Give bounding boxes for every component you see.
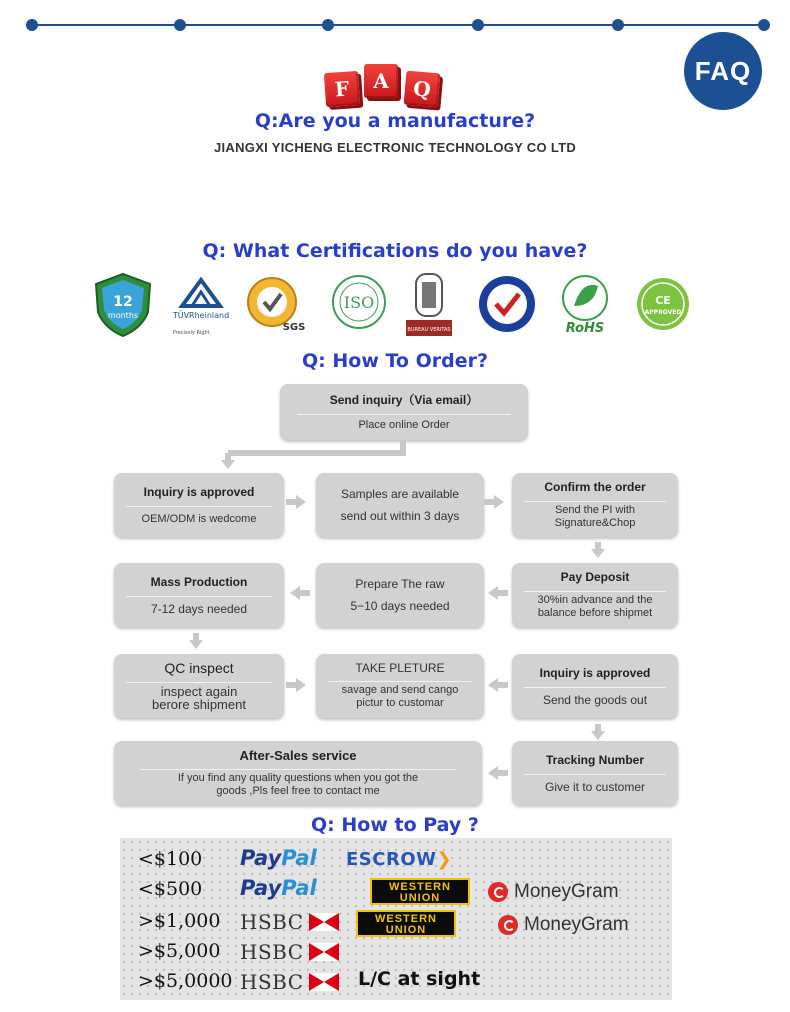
flow-mass-production — [114, 563, 284, 627]
flow-title: Mass Production — [150, 574, 248, 589]
flow-inquiry-approved-2 — [512, 654, 678, 718]
timeline-line — [32, 24, 764, 26]
paypal-pay: Pay — [240, 846, 282, 870]
tuv-tag: Precisely Right. — [172, 330, 212, 336]
flow-divider — [524, 501, 667, 502]
timeline-dot — [26, 19, 38, 31]
flow-send-inquiry — [280, 384, 528, 440]
ce-mark: CE — [655, 294, 671, 307]
flow-line: send out within 3 days — [340, 509, 460, 523]
company-name: JIANGXI YICHENG ELECTRONIC TECHNOLOGY CO LTD — [213, 140, 577, 155]
flow-subtitle: goods ,Pls feel free to contact me — [216, 785, 380, 797]
hsbc-hexagon-icon — [309, 973, 339, 991]
quality-assessment-icon — [474, 272, 540, 338]
payment-amount: >$5,0000 — [138, 970, 233, 992]
escrow-logo — [346, 849, 452, 870]
paypal-pal: Pal — [281, 846, 317, 870]
iso-label: ISO — [343, 293, 375, 312]
hsbc-logo — [240, 910, 339, 934]
arrow-right-icon — [296, 495, 306, 509]
arrow-down-icon — [591, 549, 605, 558]
moneygram-icon — [488, 882, 508, 902]
hsbc-hexagon-icon — [309, 943, 339, 961]
payment-amount: >$5,000 — [138, 940, 221, 962]
dice-letter: Q — [412, 76, 432, 102]
moneygram-icon — [498, 915, 518, 935]
flow-divider — [328, 681, 472, 682]
flow-title: Pay Deposit — [560, 570, 630, 584]
flow-subtitle: Send the goods out — [542, 692, 648, 707]
faq-badge-label: FAQ — [694, 55, 752, 86]
question-manufacture: Q:Are you a manufacture? — [254, 110, 536, 132]
wu-line: UNION — [399, 892, 441, 904]
flow-connector — [400, 440, 406, 456]
dice-a — [364, 64, 398, 98]
iso-icon — [326, 272, 392, 338]
flow-divider — [524, 687, 667, 688]
paypal-logo — [240, 846, 317, 870]
flow-subtitle: Send the PI with — [554, 504, 636, 516]
flow-confirm-order — [512, 473, 678, 537]
bureau-label: BUREAU VERITAS — [407, 327, 451, 333]
flow-divider — [126, 596, 272, 597]
flow-tracking-number — [512, 741, 678, 805]
flow-subtitle: Place online Order — [358, 418, 450, 431]
flow-subtitle: pictur to customar — [356, 697, 444, 709]
question-pay: Q: How to Pay ? — [311, 814, 479, 836]
arrow-right-icon — [296, 678, 306, 692]
timeline-dot — [174, 19, 186, 31]
flow-connector — [228, 450, 404, 456]
arrow-left-icon — [290, 586, 300, 600]
timeline-dot — [612, 19, 624, 31]
timeline-dot — [758, 19, 770, 31]
question-order: Q: How To Order? — [302, 350, 488, 372]
flow-title: TAKE PLETURE — [355, 661, 445, 675]
flow-title: Tracking Number — [545, 752, 645, 767]
western-union-logo — [356, 910, 456, 937]
rohs-icon — [552, 272, 618, 338]
flow-subtitle: Give it to customer — [544, 779, 646, 794]
paypal-logo — [240, 876, 317, 900]
dice-f — [324, 71, 360, 107]
tuv-name: TÜVRheinland — [172, 311, 230, 320]
flow-samples — [316, 473, 484, 537]
timeline-dot — [472, 19, 484, 31]
flow-divider — [524, 591, 667, 592]
hsbc-logo — [240, 940, 339, 964]
flow-title: Send inquiry（Via email） — [329, 392, 479, 407]
arrow-down-icon — [221, 460, 235, 469]
payment-amount: >$1,000 — [138, 910, 221, 932]
moneygram-logo — [488, 881, 619, 903]
flow-line: Samples are available — [340, 487, 460, 501]
flow-subtitle: balance before shipmet — [537, 607, 653, 619]
rohs-label: RoHS — [565, 321, 605, 336]
escrow-label: ESCROW — [346, 849, 437, 870]
sgs-icon — [244, 272, 310, 338]
timeline-dot — [322, 19, 334, 31]
flow-subtitle: Signature&Chop — [554, 517, 636, 529]
quality-months-label: months — [107, 311, 139, 320]
flow-subtitle: OEM/ODM is wedcome — [141, 512, 257, 525]
flow-subtitle: savage and send cango — [341, 684, 459, 696]
wu-line: WESTERN — [389, 881, 451, 893]
payment-amount: <$500 — [138, 878, 203, 900]
payment-amount: <$100 — [138, 848, 203, 870]
chevron-right-icon: ❯ — [436, 849, 453, 870]
paypal-pay: Pay — [240, 876, 282, 900]
ce-approved-icon — [630, 272, 696, 338]
flow-pay-deposit — [512, 563, 678, 627]
flow-subtitle: 7-12 days needed — [150, 601, 248, 616]
arrow-left-icon — [488, 586, 498, 600]
western-union-logo — [370, 878, 470, 905]
flow-title: Inquiry is approved — [539, 665, 651, 680]
moneygram-label: MoneyGram — [514, 881, 619, 902]
flow-divider — [297, 414, 510, 415]
tuv-rheinland-icon — [168, 272, 234, 338]
ce-word: APPROVED — [644, 309, 682, 316]
wu-line: UNION — [385, 924, 427, 936]
flow-divider — [524, 774, 667, 775]
dice-letter: F — [334, 76, 350, 102]
hsbc-label: HSBC — [240, 940, 304, 964]
flow-subtitle: inspect again — [160, 684, 238, 699]
hsbc-label: HSBC — [240, 970, 304, 994]
flow-take-picture — [316, 654, 484, 718]
bureau-veritas-icon — [396, 272, 462, 338]
paypal-pal: Pal — [281, 876, 317, 900]
sgs-label: SGS — [282, 322, 306, 333]
flow-subtitle: 30%in advance and the — [537, 594, 653, 606]
flow-line: 5−10 days needed — [350, 599, 450, 613]
lc-at-sight: L/C at sight — [358, 968, 481, 990]
dice-q — [404, 71, 441, 108]
flow-divider — [140, 769, 456, 770]
hsbc-hexagon-icon — [309, 913, 339, 931]
flow-prepare-raw — [316, 563, 484, 627]
arrow-right-icon — [494, 495, 504, 509]
flow-title: Inquiry is approved — [143, 484, 255, 499]
arrow-left-icon — [488, 766, 498, 780]
flow-title: Confirm the order — [544, 480, 646, 494]
quality-warranty-icon — [90, 272, 156, 338]
moneygram-label: MoneyGram — [524, 914, 629, 935]
payment-table — [120, 838, 672, 1000]
hsbc-logo — [240, 970, 339, 994]
flow-subtitle: If you find any quality questions when you got the — [177, 772, 419, 784]
flow-title: After-Sales service — [239, 748, 357, 763]
dice-letter: A — [373, 69, 389, 93]
faq-badge — [684, 32, 762, 110]
flow-after-sales — [114, 741, 482, 805]
flow-divider — [126, 506, 272, 507]
flow-subtitle: berore shipment — [152, 697, 246, 712]
wu-line: WESTERN — [375, 913, 437, 925]
arrow-left-icon — [488, 678, 498, 692]
flow-line: Prepare The raw — [355, 577, 445, 591]
arrow-down-icon — [591, 731, 605, 740]
quality-months-number: 12 — [113, 294, 133, 310]
hsbc-label: HSBC — [240, 910, 304, 934]
flow-qc-inspect — [114, 654, 284, 718]
question-certifications: Q: What Certifications do you have? — [202, 240, 588, 262]
moneygram-logo — [498, 914, 629, 936]
flow-title: QC inspect — [164, 660, 234, 676]
flow-inquiry-approved — [114, 473, 284, 537]
flow-divider — [126, 682, 272, 683]
arrow-down-icon — [189, 640, 203, 649]
